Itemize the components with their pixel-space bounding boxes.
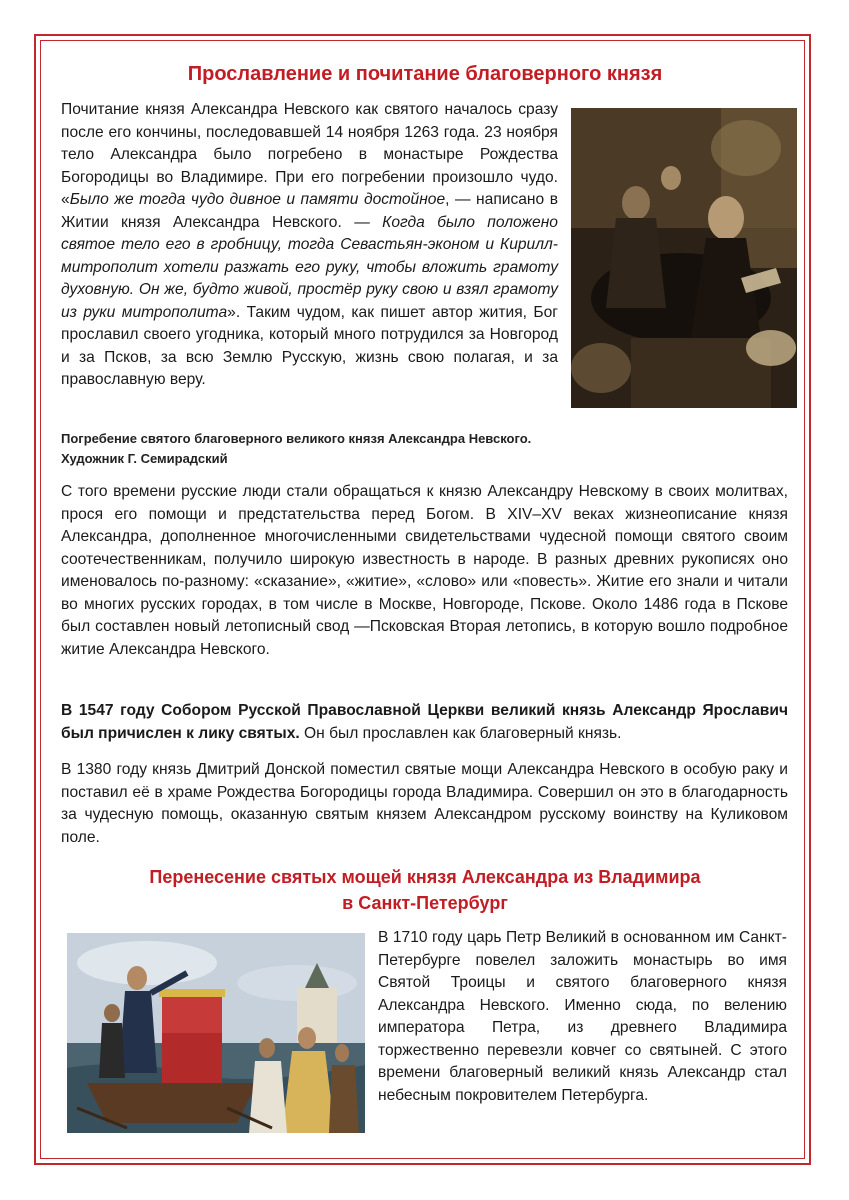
paragraph-veneration (61, 99, 558, 392)
paragraph-transfer: В 1710 году царь Петр Великий в основанном им Санкт-Петербурге повелел заложить монастырь во имя Святой Троицы и святого благоверного князя Александра Невского. Именно сюда, по велению императора Петра, из древнего Владимира торжественно перевезли ковчег со святыней. С этого времени благоверный великий князь Александр стал небесным покровителем Петербурга. (378, 929, 787, 1104)
title-line: в Санкт-Петербург (342, 893, 508, 913)
section-title: Прославление и почитание благоверного князя (187, 63, 663, 85)
paragraph-text: , — написано в Житии князя Александра Невского. — (61, 191, 558, 231)
quote-italic: Когда было положено святое тело его в гробницу, тогда Севастьян-эконом и Кирилл-митрополит хотели разжать его руку, чтобы вложить грамоту духовную. Он же, будто живой, простёр руку свою и взял грамоту из руки митрополита (61, 213, 558, 321)
title-line: Перенесение святых мощей князя Александра из Владимира (149, 867, 701, 887)
quote-italic: Было же тогда чудо дивное и памяти достойное (69, 191, 446, 208)
painting-caption (61, 429, 581, 469)
transfer-painting (67, 933, 365, 1133)
paragraph-text: ». Таким чудом, как пишет автор жития, Бог прославил своего угодника, который много потрудился за Новгород и за Псков, за всю Землю Русскую, жизнь свою полагая, и за православную веру. (61, 303, 558, 388)
paragraph-text: Он был прославлен как благоверный князь. (299, 724, 622, 742)
canonization-bold: В 1547 году Собором Русской Православной Церкви великий князь Александр Ярославич был причислен к лику святых. (61, 702, 788, 742)
paragraph-canonization (61, 700, 788, 745)
burial-painting (571, 108, 797, 408)
paragraph-text: Почитание князя Александра Невского как святого началось сразу после его кончины, последовавшей 14 ноября 1263 года. 23 ноября тело Александра было погребено в монастыре Рождества Богородицы во Владимире. При его погребении произошло чудо. « (61, 101, 558, 208)
caption-artist: Художник Г. Семирадский (61, 451, 228, 466)
caption-line: Погребение святого благоверного великого князя Александра Невского. (61, 431, 532, 446)
section-title-transfer (60, 864, 790, 916)
paragraph-relics-1380: В 1380 году князь Дмитрий Донской поместил святые мощи Александра Невского в особую раку и поставил её в храме Рождества Богородицы города Владимира. Совершил он это в благодарность за чудесную помощь, оказанную святым князем Александром русскому воинству на Куликовом поле. (61, 761, 788, 846)
paragraph-prayers: С того времени русские люди стали обращаться к князю Александру Невскому в своих молитвах, прося его помощи и предстательства перед Богом. В XIV–XV веках жизнеописание князя Александра, дополненное многочисленными свидетельствами чудесной помощи святого своим соотечественникам, получило широкую известность в народе. В разных древних рукописях оно именовалось по-разному: «сказание», «житие», «слово» или «повесть». Житие его знали и читали во многих русских городах, в том числе в Москве, Новгороде, Пскове. Около 1486 года в Пскове был составлен новый летописный свод —Псковская Вторая летопись, в которую вошло подробное житие Александра Невского. (61, 483, 788, 658)
